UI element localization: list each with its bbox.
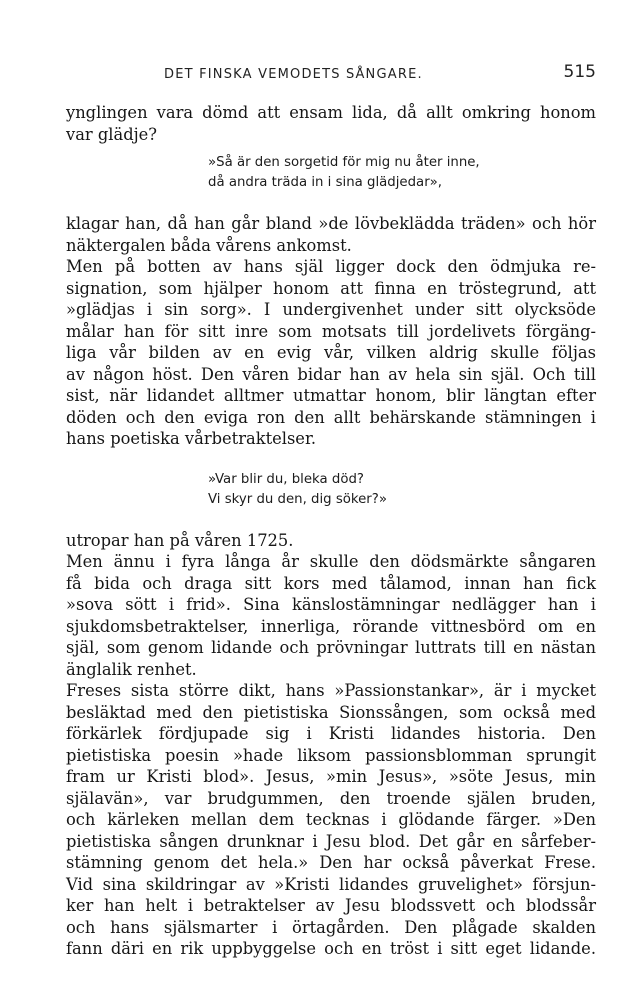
paragraph <box>66 551 596 680</box>
text-line: signation, som hjälper honom att finna en tröstegrund, att <box>66 278 596 298</box>
text-line: ker han helt i betraktelser av Jesu blodssvett och blodssår <box>66 896 596 915</box>
text-line: sist, när lidandet alltmer utmattar honom, blir längtan efter <box>66 386 596 405</box>
text-line: hans poetiska vårbetraktelser. <box>66 429 317 448</box>
text-line: var glädje? <box>66 124 158 144</box>
text-line: sjukdomsbetraktelser, innerliga, rörande vittnesbörd om en <box>66 616 596 636</box>
text-line: besläktad med den pietistiska Sionssången, som också med <box>66 702 596 722</box>
text-line: »glädjas i sin sorg». I undergivenhet under sitt olycksöde <box>66 300 596 319</box>
text-line: Men på botten av hans själ ligger dock den ödmjuka re- <box>66 257 596 276</box>
paragraph <box>66 680 596 960</box>
text-line: förkärlek fördjupade sig i Kristi lidandes historia. Den <box>66 724 596 743</box>
text-line: få bida och draga sitt kors med tålamod, innan han fick <box>66 573 596 593</box>
text-line: själ, som genom lidande och prövningar luttrats till en nästan <box>66 638 596 657</box>
paragraph <box>66 256 596 450</box>
verse-quote <box>66 153 596 193</box>
text-line: änglalik renhet. <box>66 659 197 679</box>
paragraph <box>66 102 596 145</box>
text-line: pietistiska sången drunknar i Jesu blod. Det går en sårfeber- <box>66 831 596 851</box>
text-line: Vid sina skildringar av »Kristi lidandes gruvelighet» försjun- <box>66 874 596 894</box>
text-line: av någon höst. Den våren bidar han av hela sin själ. Och till <box>66 364 596 384</box>
verse-line: »Så är den sorgetid för mig nu åter inne, <box>208 155 480 170</box>
text-line: liga vår bilden av en evig vår, vilken aldrig skulle följas <box>66 343 596 362</box>
text-line: Men ännu i fyra långa år skulle den dödsmärkte sångaren <box>66 552 596 571</box>
verse-quote <box>66 470 596 510</box>
paragraph <box>66 530 596 552</box>
text-line: själavän», var brudgummen, den troende själen bruden, <box>66 788 596 808</box>
text-line: »sova sött i frid». Sina känslostämningar nedlägger han i <box>66 595 596 614</box>
paragraph <box>66 213 596 256</box>
text-line: ynglingen vara dömd att ensam lida, då allt omkring honom <box>66 103 596 122</box>
text-line: fram ur Kristi blod». Jesus, »min Jesus», »söte Jesus, min <box>66 767 596 786</box>
verse-line: Vi skyr du den, dig söker?» <box>208 491 387 507</box>
verse-line: »Var blir du, bleka död? <box>208 471 364 487</box>
text-line: näktergalen båda vårens ankomst. <box>66 235 352 255</box>
body-text <box>66 102 596 960</box>
text-line: pietistiska poesin »hade liksom passionsblomman sprungit <box>66 745 596 765</box>
verse-line: då andra träda in i sina glädjedar», <box>208 175 443 190</box>
text-line: fann däri en rik uppbyggelse och en tröst i sitt eget lidande. <box>66 939 596 958</box>
text-line: Freses sista större dikt, hans »Passionstankar», är i mycket <box>66 681 596 700</box>
text-line: målar han för sitt inre som motsats till jordelivets förgäng- <box>66 321 596 341</box>
page-header <box>66 62 596 86</box>
text-line: klagar han, då han går bland »de lövbeklädda träden» och hör <box>66 214 596 233</box>
running-head: DET FINSKA VEMODETS SÅNGARE. <box>164 67 423 82</box>
page-number: 515 <box>563 62 596 82</box>
text-line: och hans själsmarter i örtagården. Den plågade skalden <box>66 917 596 937</box>
text-line: och kärleken mellan dem tecknas i glödande färger. »Den <box>66 810 596 829</box>
text-line: döden och den eviga ron den allt behärskande stämningen i <box>66 407 596 427</box>
text-line: stämning genom det hela.» Den har också påverkat Frese. <box>66 853 596 872</box>
text-line: utropar han på våren 1725. <box>66 530 294 550</box>
